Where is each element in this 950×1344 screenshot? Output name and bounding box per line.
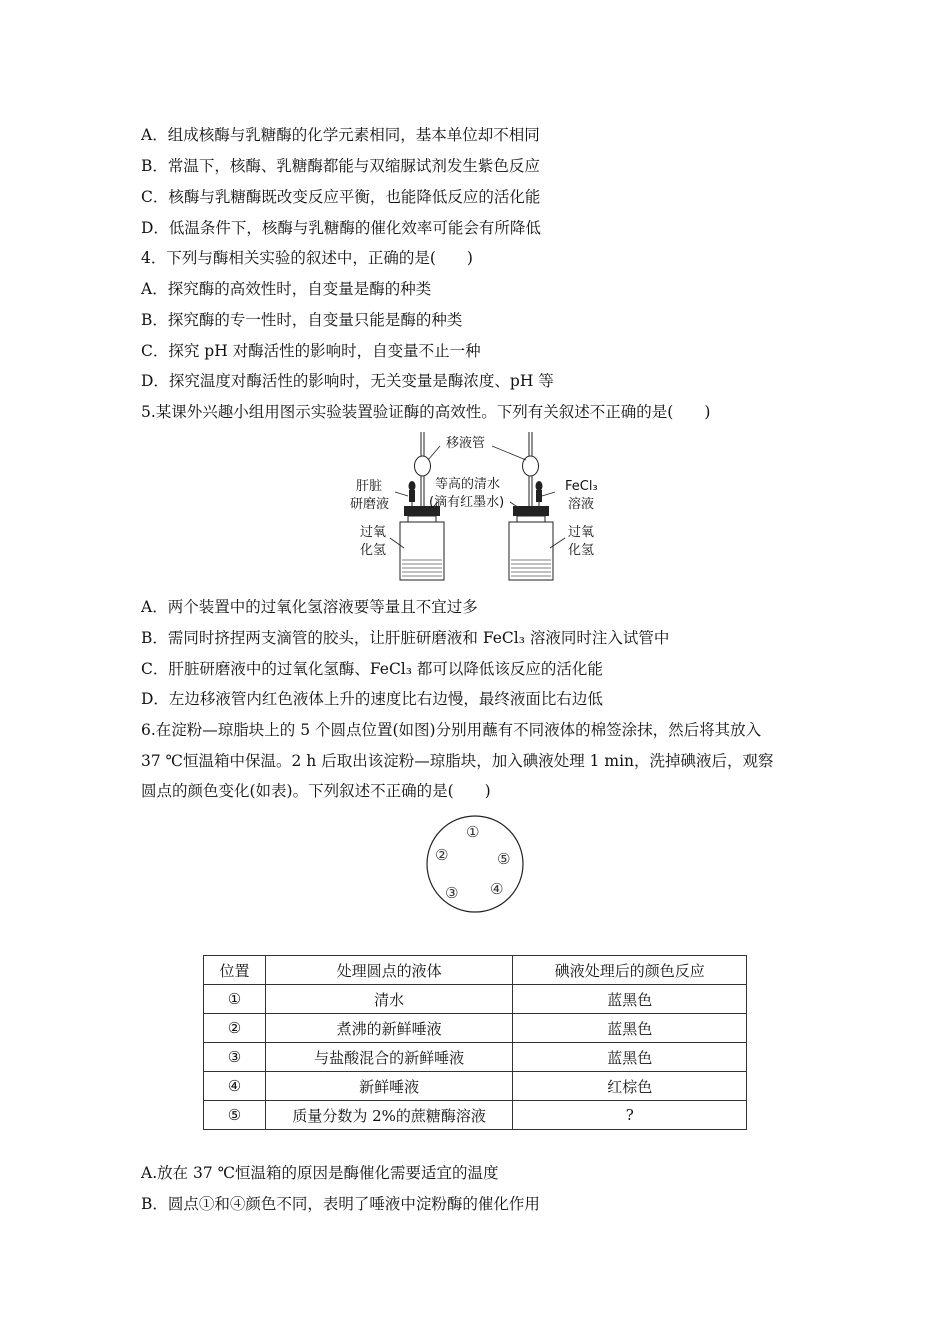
- circle-label-5: ⑤: [497, 850, 511, 868]
- q3-option-c: C．核酶与乳糖酶既改变反应平衡，也能降低反应的活化能: [141, 188, 541, 206]
- q4-option-a: A．探究酶的高效性时，自变量是酶的种类: [141, 280, 432, 298]
- label-water-2: (滴有红墨水): [429, 495, 505, 510]
- label-water-1: 等高的清水: [435, 477, 501, 492]
- table-cell: ②: [204, 1014, 266, 1043]
- q4-option-b: B．探究酶的专一性时，自变量只能是酶的种类: [141, 311, 463, 329]
- circle-label-1: ①: [466, 823, 480, 841]
- label-h2o2-right-1: 过氧: [568, 525, 595, 540]
- table-cell: 蓝黑色: [513, 985, 747, 1014]
- table-row: [204, 1072, 747, 1101]
- table-header-row: [204, 956, 747, 985]
- q5-option-d: D．左边移液管内红色液体上升的速度比右边慢，最终液面比右边低: [141, 690, 603, 708]
- table-cell: 与盐酸混合的新鲜唾液: [265, 1043, 513, 1072]
- left-bottle: [400, 506, 444, 580]
- table-cell: ④: [204, 1072, 266, 1101]
- q3-option-a: A．组成核酶与乳糖酶的化学元素相同，基本单位却不相同: [141, 126, 540, 144]
- label-liver-1: 肝脏: [356, 479, 383, 494]
- label-fecl3-2: 溶液: [568, 497, 595, 512]
- table-cell: ①: [204, 985, 266, 1014]
- q6-stem-line-3: 圆点的颜色变化(如表)。下列叙述不正确的是( ): [141, 782, 491, 800]
- q6-option-b: B．圆点①和④颜色不同，表明了唾液中淀粉酶的催化作用: [141, 1195, 540, 1213]
- q6-result-table: [203, 955, 747, 1130]
- table-cell: 蓝黑色: [513, 1014, 747, 1043]
- circle-label-4: ④: [490, 880, 504, 898]
- circle-label-3: ③: [445, 884, 459, 902]
- q6-option-a: A.放在 37 ℃恒温箱的原因是酶催化需要适宜的温度: [141, 1164, 499, 1182]
- circle-label-2: ②: [435, 846, 449, 864]
- agar-block-figure: [420, 812, 530, 918]
- label-pipette: 移液管: [446, 436, 486, 451]
- table-cell: 红棕色: [513, 1072, 747, 1101]
- q3-option-d: D．低温条件下，核酶与乳糖酶的催化效率可能会有所降低: [141, 219, 541, 237]
- q5-option-b: B．需同时挤捏两支滴管的胶头，让肝脏研磨液和 FeCl₃ 溶液同时注入试管中: [141, 629, 670, 647]
- table-header-cell: 处理圆点的液体: [265, 956, 513, 985]
- q4-option-d: D．探究温度对酶活性的影响时，无关变量是酶浓度、pH 等: [141, 372, 554, 390]
- table-row: [204, 1043, 747, 1072]
- table-header-cell: 位置: [204, 956, 266, 985]
- table-cell: 清水: [265, 985, 513, 1014]
- table-cell: ?: [513, 1101, 747, 1130]
- table-row: [204, 1014, 747, 1043]
- table-header-cell: 碘液处理后的颜色反应: [513, 956, 747, 985]
- q6-stem-line-1: 6.在淀粉—琼脂块上的 5 个圆点位置(如图)分别用蘸有不同液体的棉签涂抹，然后将其放入: [141, 721, 762, 739]
- table-cell: ⑤: [204, 1101, 266, 1130]
- label-h2o2-left-1: 过氧: [360, 525, 387, 540]
- q5-stem: 5.某课外兴趣小组用图示实验装置验证酶的高效性。下列有关叙述不正确的是( ): [141, 403, 711, 421]
- table-row: [204, 985, 747, 1014]
- enzyme-apparatus-figure: [340, 430, 620, 588]
- label-liver-2: 研磨液: [350, 497, 390, 512]
- q3-option-b: B．常温下，核酶、乳糖酶都能与双缩脲试剂发生紫色反应: [141, 157, 540, 175]
- table-row: [204, 1101, 747, 1130]
- table-cell: 蓝黑色: [513, 1043, 747, 1072]
- table-cell: ③: [204, 1043, 266, 1072]
- label-h2o2-right-2: 化氢: [568, 543, 595, 558]
- q6-stem-line-2: 37 ℃恒温箱中保温。2 h 后取出该淀粉—琼脂块，加入碘液处理 1 min，洗掉碘液后，观察: [141, 752, 774, 770]
- q5-option-c: C．肝脏研磨液中的过氧化氢酶、FeCl₃ 都可以降低该反应的活化能: [141, 660, 603, 678]
- q4-option-c: C．探究 pH 对酶活性的影响时，自变量不止一种: [141, 342, 481, 360]
- label-fecl3-1: FeCl₃: [565, 479, 598, 494]
- table-cell: 煮沸的新鲜唾液: [265, 1014, 513, 1043]
- label-h2o2-left-2: 化氢: [360, 543, 387, 558]
- right-bottle: [509, 506, 553, 580]
- q5-option-a: A．两个装置中的过氧化氢溶液要等量且不宜过多: [141, 598, 478, 616]
- table-cell: 新鲜唾液: [265, 1072, 513, 1101]
- q4-stem: 4．下列与酶相关实验的叙述中，正确的是( ): [141, 249, 473, 267]
- table-cell: 质量分数为 2%的蔗糖酶溶液: [265, 1101, 513, 1130]
